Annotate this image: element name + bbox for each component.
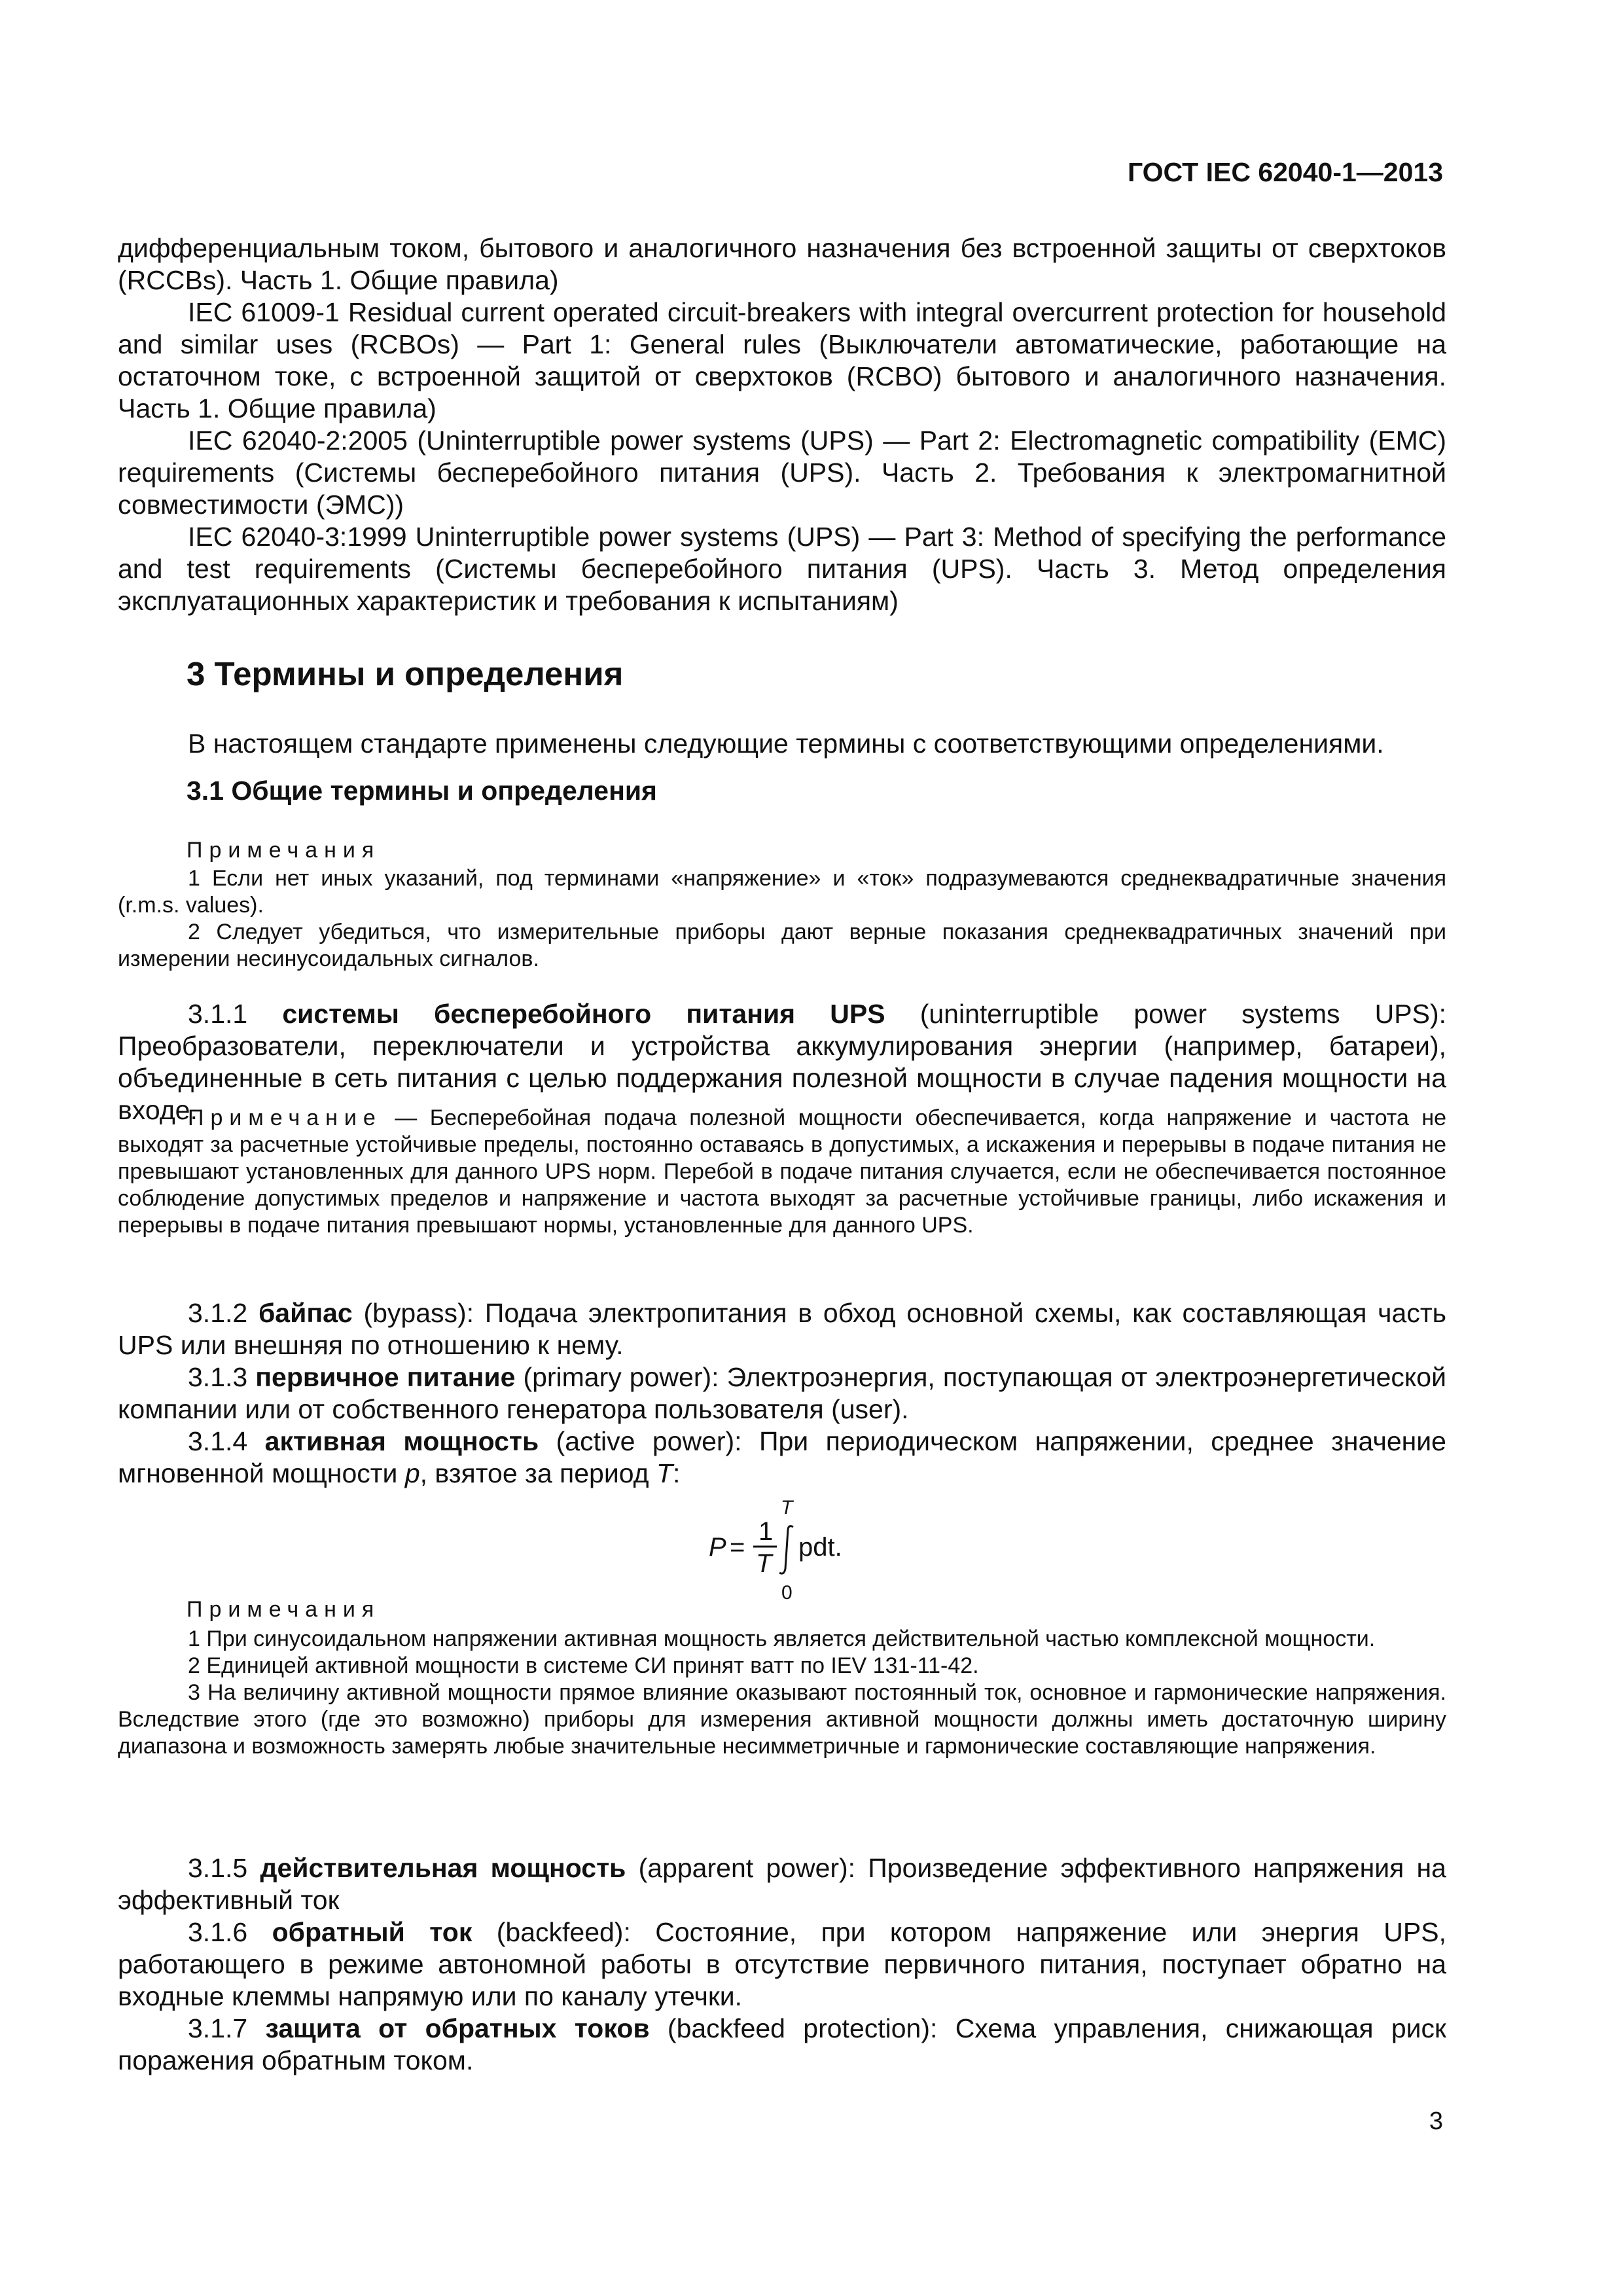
term-number: 3.1.5: [188, 1853, 248, 1883]
variable-p: p: [404, 1458, 420, 1488]
integral-upper-limit: T: [781, 1497, 793, 1518]
section-heading: 3 Термины и определения: [187, 655, 624, 692]
general-note-1: 1 Если нет иных указаний, под терминами «напряжение» и «ток» подразумеваются среднеквадратичные значения (r.m.s. values).: [118, 866, 1446, 918]
term-definition: (bypass): Подача электропитания в обход основной схемы, как составляющая часть UPS или внешняя по отношению к нему.: [118, 1298, 1446, 1360]
term-definition: (backfeed): Состояние, при котором напряжение или энергия UPS, работающего в режиме автономной работы в отсутствие первичного питания, поступает обратно на входные клеммы напрямую или по каналу утечки.: [118, 1917, 1446, 2011]
term-definition: (apparent power): Произведение эффективного напряжения на эффективный ток: [118, 1853, 1446, 1915]
reference-iec-62040-3: IEC 62040-3:1999 Uninterruptible power systems (UPS) — Part 3: Method of specifying the performance and test requirements (Системы бесперебойного питания (UPS). Часть 3. Метод определения эксплуатационных характеристик и требования к испытаниям): [118, 522, 1446, 616]
formula-numerator: 1: [758, 1517, 774, 1546]
general-note-2: 2 Следует убедиться, что измерительные приборы дают верные показания среднеквадратичных значений при измерении несинусоидальных сигналов.: [118, 920, 1446, 971]
term-name: байпас: [258, 1298, 353, 1328]
term-3-1-5: [118, 1852, 1446, 1916]
term-name: действительная мощность: [260, 1853, 626, 1883]
references-block: [118, 232, 1446, 617]
term-3-1-7: [118, 2013, 1446, 2077]
term-number: 3.1.6: [188, 1917, 248, 1947]
term-definition: (uninterruptible power systems UPS): Преобразователи, переключатели и устройства аккумулирования энергии (например, батареи), объединенные в сеть питания с целью поддержания полезной мощности в случае падения мощности на входе.: [118, 999, 1446, 1125]
active-power-notes-label: Примечания: [187, 1597, 381, 1622]
active-power-note-2: 2 Единицей активной мощности в системе СИ принят ватт по IEV 131-11-42.: [188, 1653, 979, 1678]
integral-sign: [779, 1526, 793, 1573]
section-intro: В настоящем стандарте применены следующие термины с соответствующими определениями.: [188, 728, 1384, 759]
formula-lhs: P: [709, 1533, 726, 1562]
term-name: системы бесперебойного питания UPS: [282, 999, 885, 1029]
reference-iec-61009-1: IEC 61009-1 Residual current operated circuit-breakers with integral overcurrent protection for household and similar uses (RCBOs) — Part 1: General rules (Выключатели автоматические, работающие на остаточном токе, с встроенной защитой от сверхтоков (RCBO) бытового и аналогичного назначения. Часть 1. Общие правила): [118, 297, 1446, 423]
term-number: 3.1.7: [188, 2013, 248, 2043]
subsection-heading: 3.1 Общие термины и определения: [187, 776, 657, 806]
variable-T: T: [656, 1458, 673, 1488]
note-text: — Бесперебойная подача полезной мощности обеспечивается, когда напряжение и частота не выходят за расчетные устойчивые пределы, постоянно оставаясь в допустимых, а искажения и перерывы в подаче питания не превышают установленных для данного UPS норм. Перебой в подаче питания случается, если не обеспечивается постоянное соблюдение допустимых пределов и напряжение и частота выходят за расчетные устойчивые границы, либо искажения и перерывы в подаче питания превышают нормы, установленные для данного UPS.: [118, 1105, 1446, 1238]
term-name: активная мощность: [264, 1426, 539, 1456]
active-power-note-3: 3 На величину активной мощности прямое влияние оказывают постоянный ток, основное и гармонические напряжения. Вследствие этого (где это возможно) приборы для измерения активной мощности должны иметь достаточную ширину диапазона и возможность замерять любые значительные несимметричные и гармонические составляющие напряжения.: [118, 1680, 1446, 1759]
reference-iec-62040-2: IEC 62040-2:2005 (Uninterruptible power systems (UPS) — Part 2: Electromagnetic compatibility (EMC) requirements (Системы бесперебойного питания (UPS). Часть 2. Требования к электромагнитной совместимости (ЭМС)): [118, 425, 1446, 520]
term-3-1-3: [118, 1361, 1446, 1426]
term-number: 3.1.1: [188, 999, 248, 1029]
formula-denominator: T: [756, 1549, 772, 1578]
term-definition-end: :: [673, 1458, 681, 1488]
terms-3-1-5-to-3-1-7: [118, 1852, 1446, 2077]
document-id-header: ГОСТ IEC 62040-1—2013: [1127, 157, 1443, 187]
terms-3-1-2-to-3-1-4: [118, 1297, 1446, 1490]
section-intro-block: [118, 728, 1446, 760]
integral-lower-limit: 0: [781, 1582, 793, 1604]
page-number: 3: [1429, 2108, 1443, 2135]
active-power-formula: [704, 1496, 874, 1604]
term-definition: (active power): При периодическом напряжении, среднее значение мгновенной мощности: [118, 1426, 1446, 1488]
note-label: Примечание: [188, 1105, 382, 1130]
active-power-note-1: 1 При синусоидальном напряжении активная мощность является действительной частью комплексной мощности.: [188, 1626, 1376, 1651]
term-3-1-1-note: [118, 1105, 1446, 1239]
term-name: защита от обратных токов: [265, 2013, 650, 2043]
term-definition: (backfeed protection): Схема управления, снижающая риск поражения обратным током.: [118, 2013, 1446, 2075]
term-number: 3.1.4: [188, 1426, 248, 1456]
term-3-1-4: [118, 1426, 1446, 1490]
notes-label: Примечания: [187, 838, 381, 863]
term-3-1-6: [118, 1916, 1446, 2013]
term-name: первичное питание: [255, 1362, 516, 1392]
term-3-1-2: [118, 1297, 1446, 1361]
term-number: 3.1.3: [188, 1362, 248, 1392]
term-name: обратный ток: [272, 1917, 473, 1947]
term-definition-cont: , взятое за период: [419, 1458, 656, 1488]
active-power-notes: [118, 1626, 1446, 1760]
reference-continuation: дифференциальным током, бытового и аналогичного назначения без встроенной защиты от сверхтоков (RCCBs). Часть 1. Общие правила): [118, 233, 1446, 295]
term-number: 3.1.2: [188, 1298, 248, 1328]
general-notes: [118, 865, 1446, 973]
formula-equals: =: [730, 1533, 745, 1562]
term-definition: (primary power): Электроэнергия, поступающая от электроэнергетической компании или от собственного генератора пользователя (user).: [118, 1362, 1446, 1424]
formula-integrand: pdt.: [798, 1533, 842, 1562]
